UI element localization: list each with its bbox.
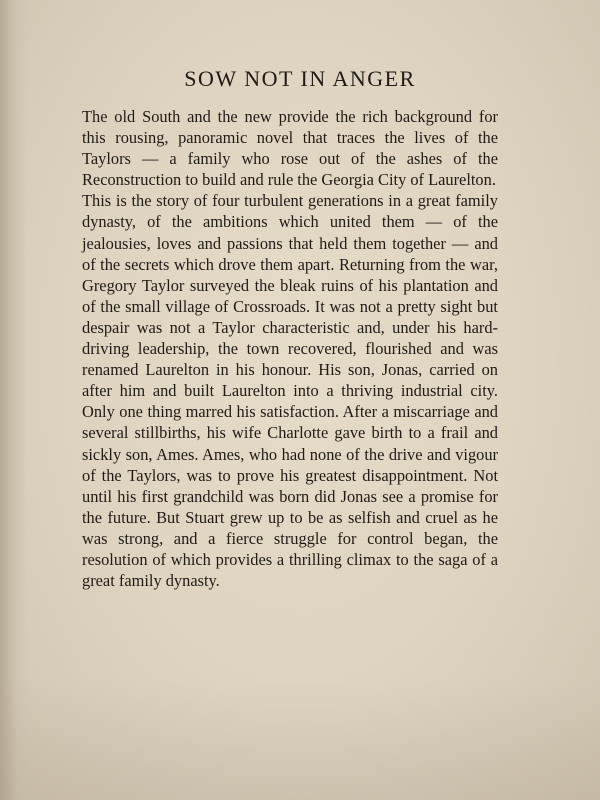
- page-title: SOW NOT IN ANGER: [184, 66, 416, 91]
- paragraph-intro: The old South and the new provide the rich background for this rousing, panoramic novel that traces the lives of the Taylors — a family who rose out of the ashes of the Reconstruction to build and rule the Georgia City of Laurelton.: [82, 107, 498, 190]
- blurb-text: [82, 106, 498, 591]
- paragraph-story: This is the story of four turbulent generations in a great family dynasty, of the ambitions which united them — of the jealousies, loves and passions that held them together — and of the secrets which drove them apart. Returning from the war, Gregory Taylor surveyed the bleak ruins of his plantation and of the small village of Crossroads. It was not a pretty sight but despair was not a Taylor characteristic and, under his hard-driving leadership, the town recovered, flourished and was renamed Laurelton in his honour. His son, Jonas, carried on after him and built Laurelton into a thriving industrial city. Only one thing marred his satisfaction. After a miscarriage and several stillbirths, his wife Charlotte gave birth to a frail and sickly son, Ames. Ames, who had none of the drive and vigour of the Taylors, was to prove his greatest disappointment. Not until his first grandchild was born did Jonas see a promise for the future. But Stuart grew up to be as selfish and cruel as he was strong, and a fierce struggle for control began, the resolution of which provides a thrilling climax to the saga of a great family dynasty.: [82, 191, 498, 591]
